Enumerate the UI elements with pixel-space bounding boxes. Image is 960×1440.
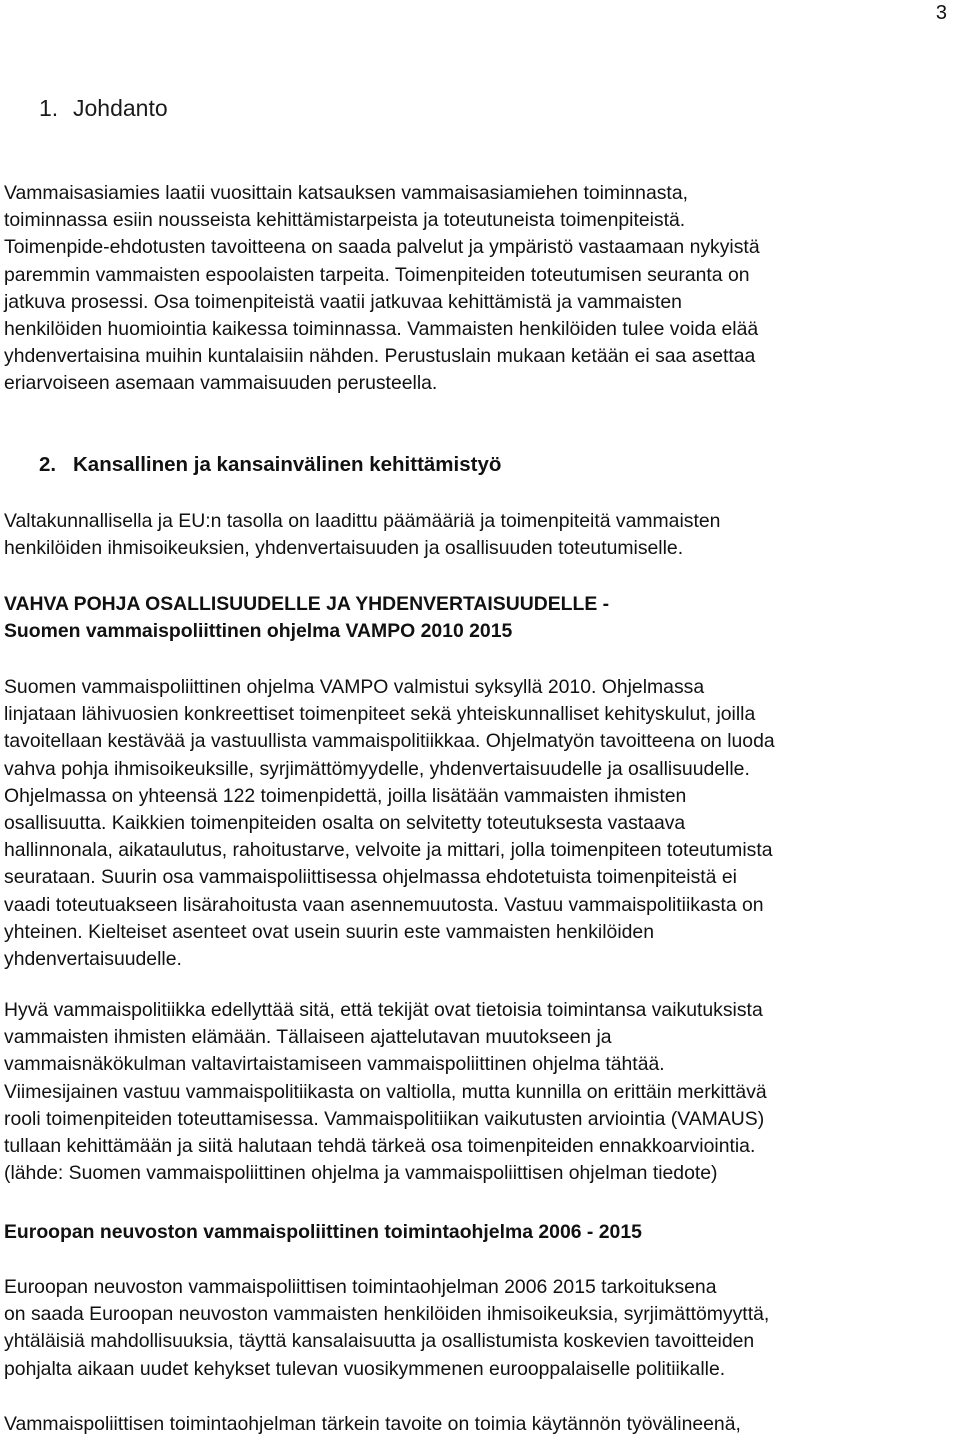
text-line: Suomen vammaispoliittinen ohjelma VAMPO valmistui syksyllä 2010. Ohjelmassa — [4, 676, 705, 698]
text-line: linjataan lähivuosien konkreettiset toimenpiteet sekä yhteiskunnalliset kehityskulut, joilla — [4, 703, 756, 726]
text-line: toiminnassa esiin nousseista kehittämistarpeista ja toteutuneista toimenpiteistä. — [4, 209, 686, 232]
text-line: jatkuva prosessi. Osa toimenpiteistä vaatii jatkuvaa kehittämistä ja vammaisten — [4, 290, 682, 313]
text-line: vammaisten ihmisten elämään. Tällaiseen ajattelutavan muutokseen ja — [4, 1026, 612, 1049]
text-line: yhteinen. Kielteiset asenteet ovat usein suurin este vammaisten henkilöiden — [4, 920, 654, 943]
text-line: hallinnonala, aikataulutus, rahoitustarve, velvoite ja mittari, jolla toimenpiteen toteutumista — [4, 839, 773, 862]
text-line: Toimenpide-ehdotusten tavoitteena on saada palvelut ja ympäristö vastaamaan nykyistä — [4, 236, 760, 259]
europe-paragraph — [4, 1274, 959, 1383]
last-line: Vammaispoliittisen toimintaohjelman tärkein tavoite on toimia käytännön työvälineenä, — [4, 1413, 741, 1435]
europe-heading: Euroopan neuvoston vammaispoliittinen toimintaohjelma 2006 - 2015 — [4, 1221, 642, 1243]
policy-paragraph — [4, 997, 959, 1187]
text-line: rooli toimenpiteiden toteuttamisessa. Vammaispolitiikan vaikutusten arviointia (VAMAUS) — [4, 1107, 765, 1130]
section-2-title: Kansallinen ja kansainvälinen kehittämistyö — [73, 453, 502, 476]
page-number: 3 — [935, 2, 947, 24]
text-line: tavoitellaan kestävää ja vastuullista vammaispolitiikkaa. Ohjelmatyön tavoitteena on luoda — [4, 730, 775, 753]
text-line: Euroopan neuvoston vammaispoliittisen toimintaohjelman 2006 2015 tarkoituksena — [4, 1276, 717, 1298]
text-line: on saada Euroopan neuvoston vammaisten henkilöiden ihmisoikeuksia, syrjimättömyyttä, — [4, 1303, 770, 1326]
text-line: paremmin vammaisten espoolaisten tarpeita. Toimenpiteiden toteutumisen seuranta on — [4, 263, 750, 286]
text-line: yhtäläisiä mahdollisuuksia, täyttä kansalaisuutta ja osallistumista koskevien tavoitteiden — [4, 1330, 755, 1353]
vampo-heading-line: VAHVA POHJA OSALLISUUDELLE JA YHDENVERTAISUUDELLE - — [4, 593, 610, 615]
text-line: yhdenvertaisuudelle. — [4, 948, 182, 971]
section-1-number: 1. — [39, 95, 59, 121]
vampo-heading — [4, 591, 959, 645]
text-line: vahva pohja ihmisoikeuksille, syrjimättömyydelle, yhdenvertaisuudelle ja osallisuudelle. — [4, 757, 750, 780]
text-line: henkilöiden ihmisoikeuksien, yhdenvertaisuuden ja osallisuuden toteutumiselle. — [4, 537, 684, 560]
text-line: pohjalta aikaan uudet kehykset tulevan vuosikymmenen eurooppalaiselle politiikalle. — [4, 1357, 726, 1380]
text-line: Vammaisasiamies laatii vuosittain katsauksen vammaisasiamiehen toiminnasta, — [4, 182, 688, 204]
vampo-paragraph — [4, 674, 959, 973]
text-line: Viimesijainen vastuu vammaispolitiikasta on valtiolla, mutta kunnilla on erittäin merkittävä — [4, 1080, 767, 1103]
text-line: Valtakunnallisella ja EU:n tasolla on laadittu päämääriä ja toimenpiteitä vammaisten — [4, 510, 721, 532]
section-1-heading — [39, 95, 168, 122]
intro-paragraph — [4, 180, 959, 398]
section-2-heading — [39, 453, 501, 477]
vampo-heading-line: Suomen vammaispoliittinen ohjelma VAMPO 2010 2015 — [4, 620, 513, 643]
text-line: Ohjelmassa on yhteensä 122 toimenpidettä, joilla lisätään vammaisten ihmisten — [4, 784, 687, 807]
text-line: vammaisnäkökulman valtavirtaistamiseen vammaispoliittinen ohjelma tähtää. — [4, 1053, 665, 1076]
text-line: yhdenvertaisina muihin kuntalaisiin nähden. Perustuslain mukaan ketään ei saa asettaa — [4, 345, 756, 368]
text-line: seurataan. Suurin osa vammaispoliittisessa ohjelmassa ehdotetuista toimenpiteistä ei — [4, 866, 737, 889]
text-line: henkilöiden huomiointia kaikessa toiminnassa. Vammaisten henkilöiden tulee voida elää — [4, 318, 759, 341]
text-line: Hyvä vammaispolitiikka edellyttää sitä, että tekijät ovat tietoisia toimintansa vaikutuksista — [4, 999, 763, 1021]
text-line: osallisuutta. Kaikkien toimenpiteiden osalta on selvitetty toteutuksesta vastaava — [4, 812, 686, 835]
section-2-number: 2. — [39, 453, 57, 476]
text-line: eriarvoiseen asemaan vammaisuuden perusteella. — [4, 372, 438, 395]
text-line: tullaan kehittämään ja siitä halutaan tehdä tärkeä osa toimenpiteiden ennakkoarviointia. — [4, 1135, 756, 1158]
section-1-title: Johdanto — [73, 95, 168, 121]
text-line: vaadi toteutuakseen lisärahoitusta vaan asennemuutosta. Vastuu vammaispolitiikasta on — [4, 893, 764, 916]
text-line: (lähde: Suomen vammaispoliittinen ohjelma ja vammaispoliittisen ohjelman tiedote) — [4, 1162, 718, 1185]
section-2-intro — [4, 508, 959, 562]
